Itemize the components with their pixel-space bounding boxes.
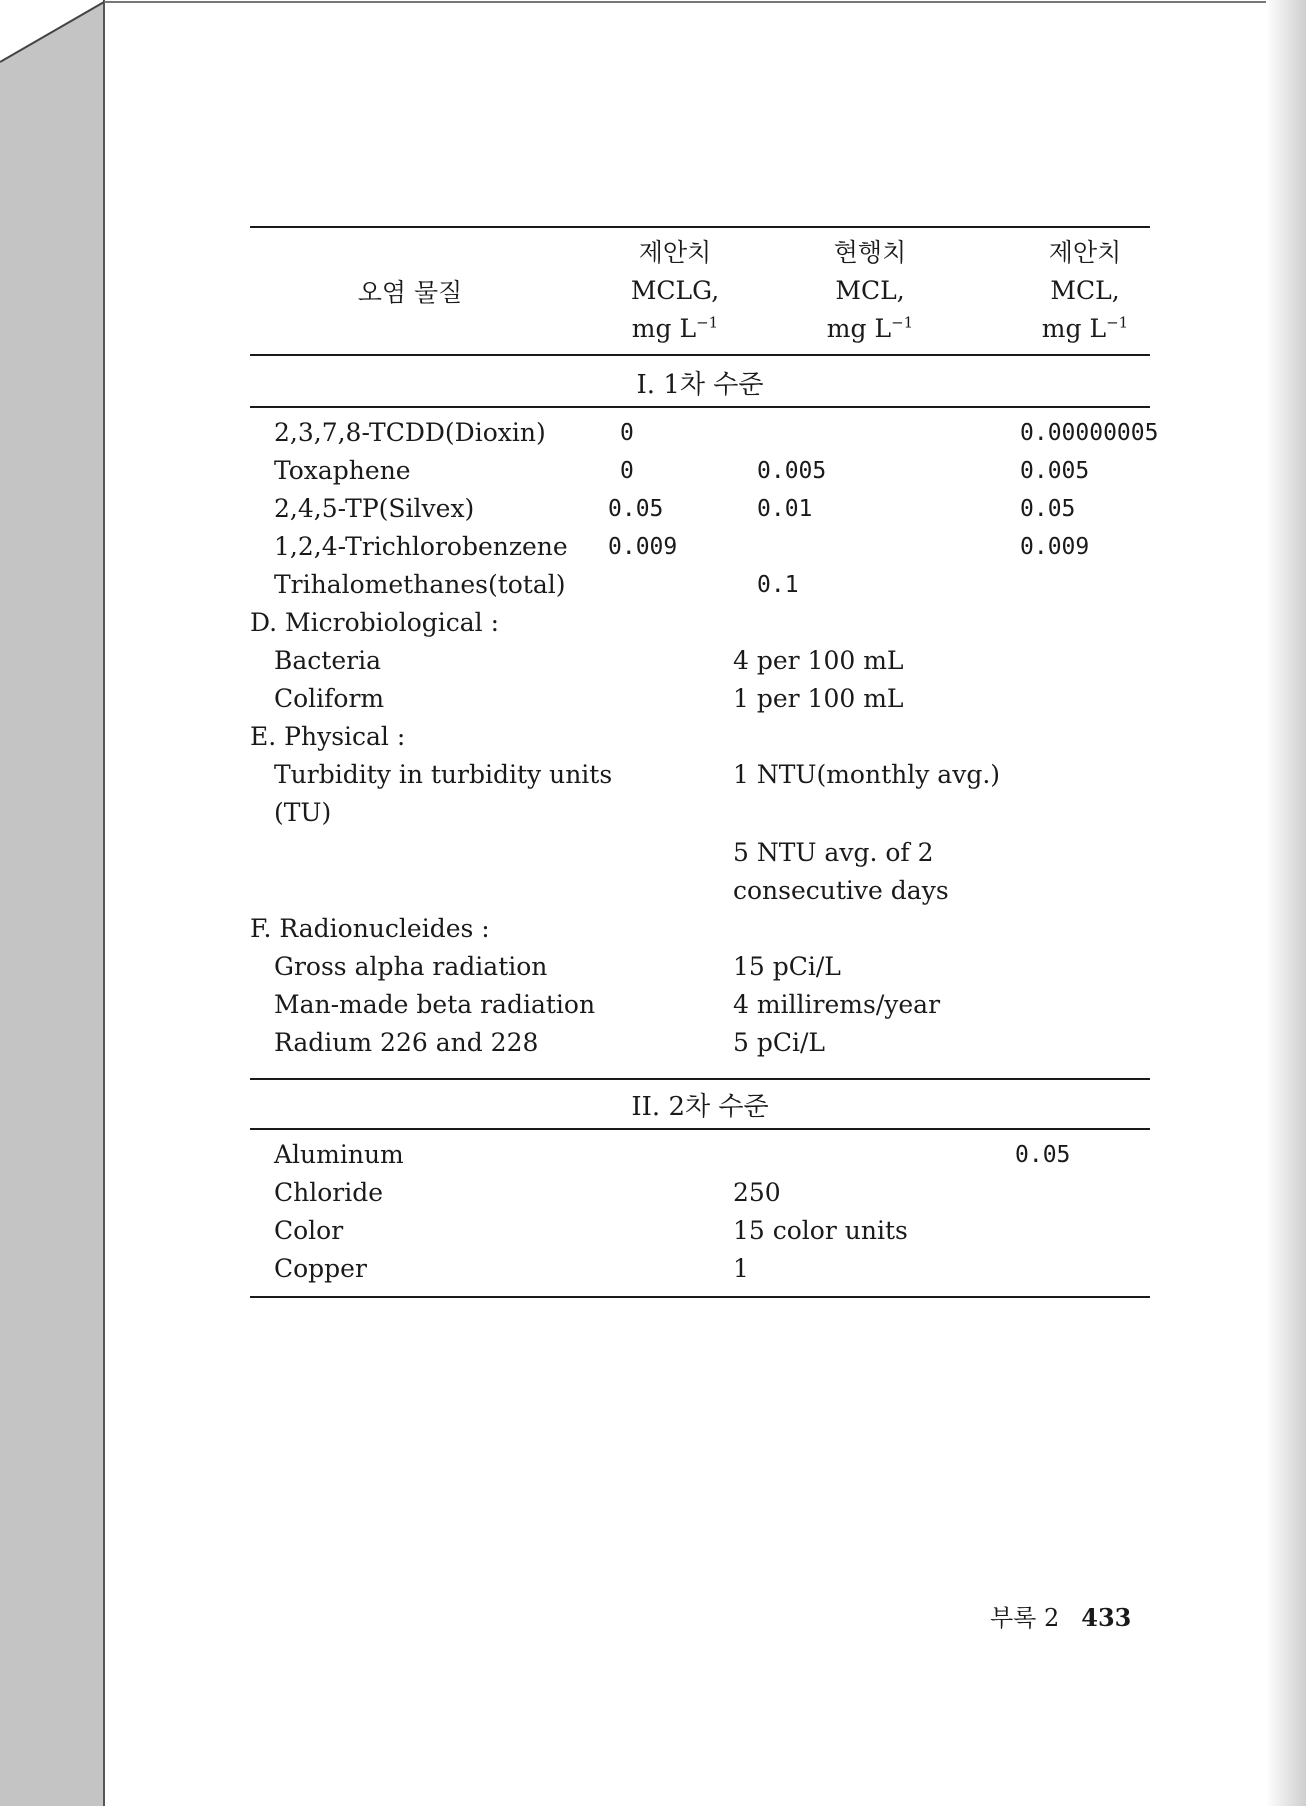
current-value: 4 millirems/year <box>733 990 941 1019</box>
header-proposed-l3: mg L <box>1041 314 1107 343</box>
proposed-value: 0.005 <box>1020 458 1090 484</box>
header-proposed-l1: 제안치 <box>1048 238 1122 267</box>
header-current-l3: mg L <box>826 314 892 343</box>
category-microbiological: D. Microbiological : <box>250 608 500 637</box>
mclg-value: 0.05 <box>608 496 664 522</box>
substance-name-continued: (TU) <box>274 798 332 827</box>
table-row <box>250 986 1150 1024</box>
current-value: 0.01 <box>757 496 813 522</box>
current-value: 5 NTU avg. of 2 <box>733 838 934 867</box>
header-current-l2: MCL, <box>835 276 905 305</box>
substance-name: 2,3,7,8-TCDD(Dioxin) <box>274 418 546 447</box>
current-value: 1 NTU(monthly avg.) <box>733 760 1001 789</box>
page-footer <box>990 1598 1131 1633</box>
section-secondary-top-rule <box>250 1078 1150 1080</box>
header-proposed-sup: −1 <box>1106 313 1129 332</box>
current-value: 15 color units <box>733 1216 908 1245</box>
header-mclg-l2: MCLG, <box>630 276 720 305</box>
section-primary-title: I. 1차 수준 <box>636 370 764 400</box>
table-row <box>250 452 1150 490</box>
table-row <box>250 1174 1150 1212</box>
substance-name: Gross alpha radiation <box>274 952 548 981</box>
proposed-value: 0.05 <box>1015 1142 1071 1168</box>
proposed-value: 0.05 <box>1020 496 1076 522</box>
current-value: 0.005 <box>757 458 827 484</box>
current-value: 4 per 100 mL <box>733 646 904 675</box>
table-row <box>250 642 1150 680</box>
current-value: 1 <box>733 1254 749 1283</box>
table-row <box>250 1136 1150 1174</box>
current-value: 0.1 <box>757 572 799 598</box>
current-value: 250 <box>733 1178 781 1207</box>
table-row <box>250 490 1150 528</box>
header-mclg-l1: 제안치 <box>638 238 712 267</box>
table-bottom-rule <box>250 1296 1150 1298</box>
table-row <box>250 948 1150 986</box>
substance-name: 1,2,4-Trichlorobenzene <box>274 532 568 561</box>
category-heading <box>250 718 1150 756</box>
proposed-value: 0.009 <box>1020 534 1090 560</box>
header-current <box>795 234 945 364</box>
page-edge-shadow <box>1266 0 1306 1806</box>
substance-name: Coliform <box>274 684 385 713</box>
substance-name: Radium 226 and 228 <box>274 1028 539 1057</box>
header-current-sup: −1 <box>891 313 914 332</box>
substance-name: Aluminum <box>274 1140 404 1169</box>
table-row-continued <box>250 872 1150 910</box>
table-row <box>250 834 1150 872</box>
table-row <box>250 1212 1150 1250</box>
mclg-value: 0.009 <box>608 534 678 560</box>
header-mclg-l3: mg L <box>631 314 697 343</box>
mclg-value: 0 <box>620 458 634 484</box>
current-value-continued: consecutive days <box>733 876 949 905</box>
substance-name: Man-made beta radiation <box>274 990 596 1019</box>
substance-name: Turbidity in turbidity units <box>274 760 613 789</box>
substance-name: Trihalomethanes(total) <box>274 570 566 599</box>
current-value: 5 pCi/L <box>733 1028 826 1057</box>
substance-name: Color <box>274 1216 344 1245</box>
current-value: 1 per 100 mL <box>733 684 904 713</box>
table-row <box>250 528 1150 566</box>
header-mclg-sup: −1 <box>696 313 719 332</box>
table-row <box>250 1024 1150 1062</box>
category-physical: E. Physical : <box>250 722 406 751</box>
header-current-l1: 현행치 <box>833 238 907 267</box>
table-row <box>250 414 1159 452</box>
substance-name: Toxaphene <box>274 456 411 485</box>
table-row <box>250 1250 1150 1288</box>
substance-name: 2,4,5-TP(Silvex) <box>274 494 475 523</box>
table-row <box>250 756 1150 794</box>
page-number: 433 <box>1081 1603 1132 1632</box>
appendix-label: 부록 2 <box>990 1604 1060 1632</box>
category-heading <box>250 604 1150 642</box>
substance-name: Copper <box>274 1254 367 1283</box>
header-mclg <box>600 234 750 364</box>
category-radionucleides: F. Radionucleides : <box>250 914 490 943</box>
substance-name: Bacteria <box>274 646 381 675</box>
header-proposed <box>1010 234 1160 364</box>
header-proposed-l2: MCL, <box>1050 276 1120 305</box>
section-primary-rule <box>250 406 1150 408</box>
table-row <box>250 680 1150 718</box>
header-bottom-rule <box>250 354 1150 356</box>
mclg-value: 0 <box>620 420 634 446</box>
table-row <box>250 566 1150 604</box>
current-value: 15 pCi/L <box>733 952 841 981</box>
table-top-rule <box>250 226 1150 228</box>
category-heading <box>250 910 1150 948</box>
substance-name: Chloride <box>274 1178 384 1207</box>
proposed-value: 0.00000005 <box>1020 420 1159 446</box>
section-secondary-rule <box>250 1128 1150 1130</box>
header-substance-text: 오염 물질 <box>357 278 463 307</box>
table-row-continued <box>250 794 1150 832</box>
section-secondary-title: II. 2차 수준 <box>631 1092 769 1122</box>
